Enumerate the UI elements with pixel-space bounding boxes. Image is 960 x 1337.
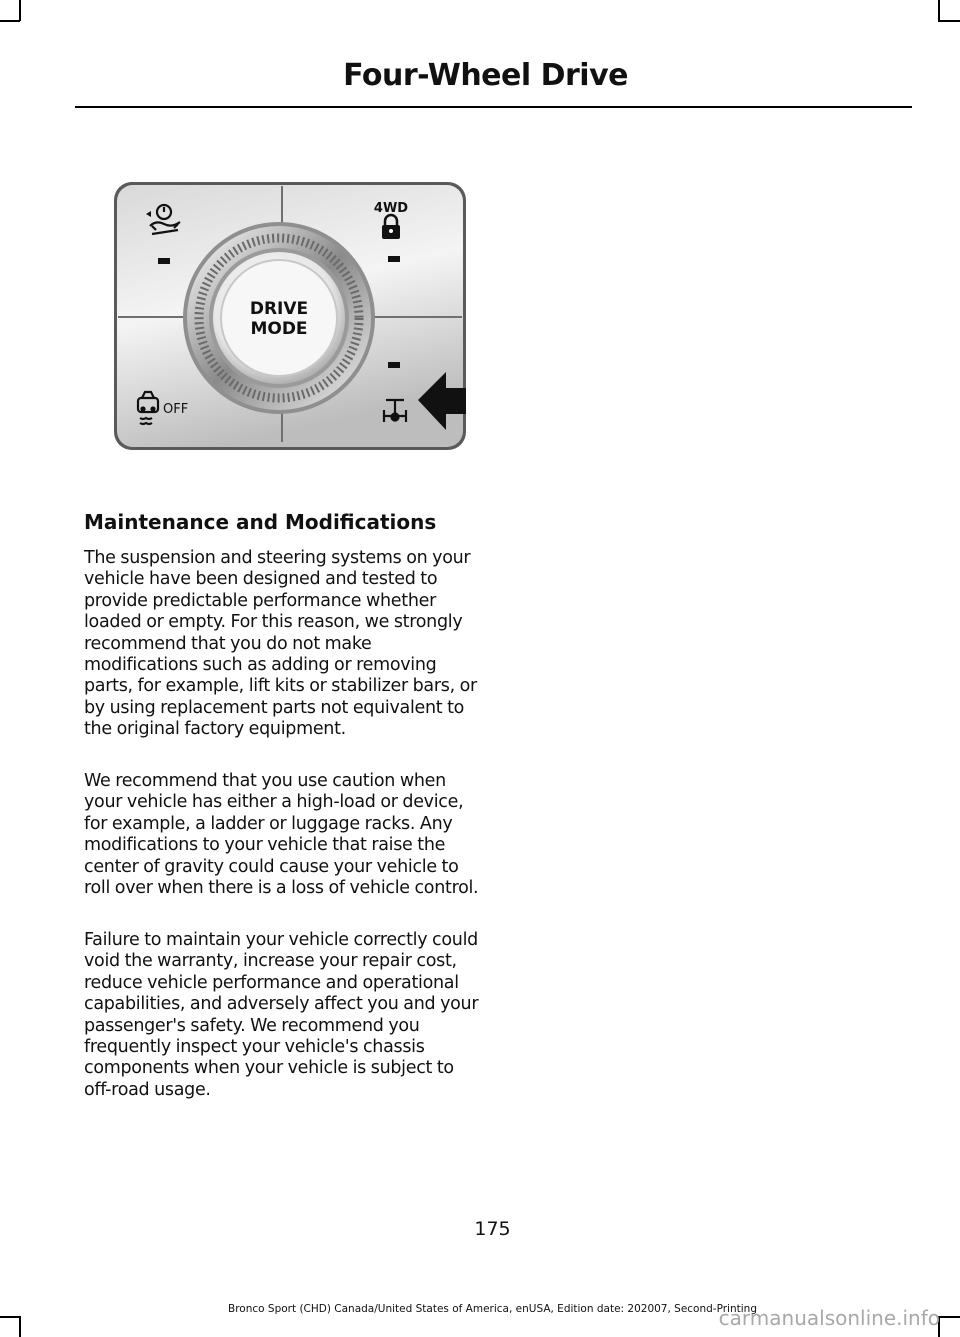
footer-text: Bronco Sport (CHD) Canada/United States of America, enUSA, Edition date: 202007, Second-Printing: [228, 1303, 757, 1315]
crop-mark: [19, 0, 21, 21]
drive-mode-control-figure: [112, 180, 468, 452]
section-heading: Maintenance and Modifications: [84, 510, 437, 534]
knob-label-mode: MODE: [250, 319, 308, 339]
body-paragraph: The suspension and steering systems on your vehicle have been designed and tested to provide predictable performance whether loaded or empty. For this reason, we strongly recommend that you do not make modifications such as adding or removing parts, for example, lift kits or stabilizer bars, or by using replacement parts not equivalent to the original factory equipment.: [84, 548, 477, 740]
off-label: OFF: [163, 402, 189, 417]
knob-label-drive: DRIVE: [249, 299, 309, 319]
crop-mark: [0, 1316, 20, 1318]
crop-mark: [938, 20, 960, 22]
header-rule: [75, 106, 912, 108]
crop-mark: [0, 20, 20, 22]
crop-mark: [19, 1316, 21, 1337]
page-number: 175: [474, 1218, 511, 1240]
indicator-light: [388, 256, 400, 262]
page-title: Four-Wheel Drive: [343, 58, 628, 93]
body-paragraph: We recommend that you use caution when your vehicle has either a high-load or device, for example, a ladder or luggage racks. Any modifications to your vehicle that raise the center of gravity could cause your vehicle to roll over when there is a loss of vehicle control.: [84, 771, 479, 899]
indicator-light: [388, 362, 400, 368]
crop-mark: [938, 0, 940, 21]
watermark: carmanualsonline.info: [718, 1306, 940, 1330]
indicator-light: [158, 258, 170, 264]
crop-mark: [938, 1316, 960, 1318]
body-paragraph: Failure to maintain your vehicle correctly could void the warranty, increase your repair cost, reduce vehicle performance and operational capabilities, and adversely affect you and your passenger's safety. We recommend you frequently inspect your vehicle's chassis components when your vehicle is subject to off-road usage.: [84, 930, 479, 1100]
4wd-label: 4WD: [373, 201, 409, 216]
